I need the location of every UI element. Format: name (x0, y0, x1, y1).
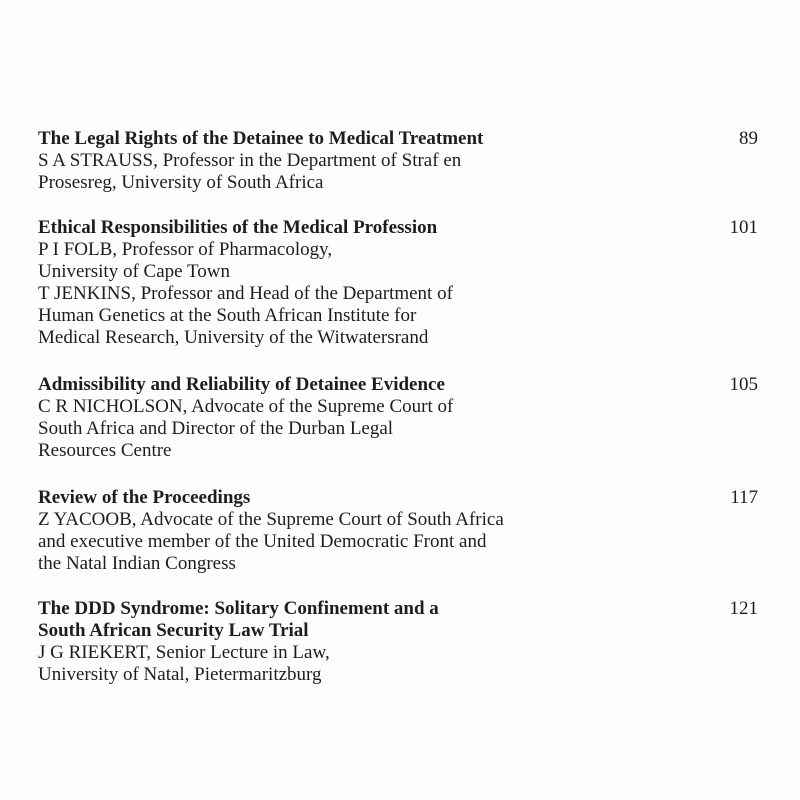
contents-entry (38, 487, 758, 575)
entry-author-line: Z YACOOB, Advocate of the Supreme Court of South Africa (38, 509, 504, 530)
entry-author-line: J G RIEKERT, Senior Lecture in Law, (38, 642, 330, 663)
contents-entry (38, 598, 758, 686)
entry-author-line: S A STRAUSS, Professor in the Department of Straf en (38, 150, 462, 171)
contents-entry (38, 217, 758, 349)
entry-author-line: University of Cape Town (38, 261, 230, 282)
entry-author-line: University of Natal, Pietermaritzburg (38, 664, 322, 685)
entry-author-line: the Natal Indian Congress (38, 553, 236, 574)
entry-page-number: 101 (729, 217, 758, 238)
entry-author-line: Resources Centre (38, 440, 172, 461)
entry-title: Admissibility and Reliability of Detainee Evidence (38, 374, 445, 395)
entry-author-line: T JENKINS, Professor and Head of the Department of (38, 283, 453, 304)
entry-author-line: Prosesreg, University of South Africa (38, 172, 324, 193)
entry-title: The DDD Syndrome: Solitary Confinement and a (38, 598, 439, 619)
entry-author-line: and executive member of the United Democratic Front and (38, 531, 487, 552)
contents-entry (38, 128, 758, 194)
entry-title: Ethical Responsibilities of the Medical Profession (38, 217, 438, 238)
entry-page-number: 117 (730, 487, 758, 508)
entry-page-number: 89 (739, 128, 758, 149)
contents-entry (38, 374, 758, 462)
entry-author-line: Human Genetics at the South African Institute for (38, 305, 417, 326)
entry-title: Review of the Proceedings (38, 487, 251, 508)
entry-page-number: 121 (729, 598, 758, 619)
entry-author-line: P I FOLB, Professor of Pharmacology, (38, 239, 333, 260)
entry-author-line: South Africa and Director of the Durban Legal (38, 418, 394, 439)
entry-page-number: 105 (729, 374, 758, 395)
entry-title: South African Security Law Trial (38, 620, 309, 641)
entry-author-line: C R NICHOLSON, Advocate of the Supreme Court of (38, 396, 454, 417)
entry-title: The Legal Rights of the Detainee to Medical Treatment (38, 128, 484, 149)
entry-author-line: Medical Research, University of the Witwatersrand (38, 327, 429, 348)
